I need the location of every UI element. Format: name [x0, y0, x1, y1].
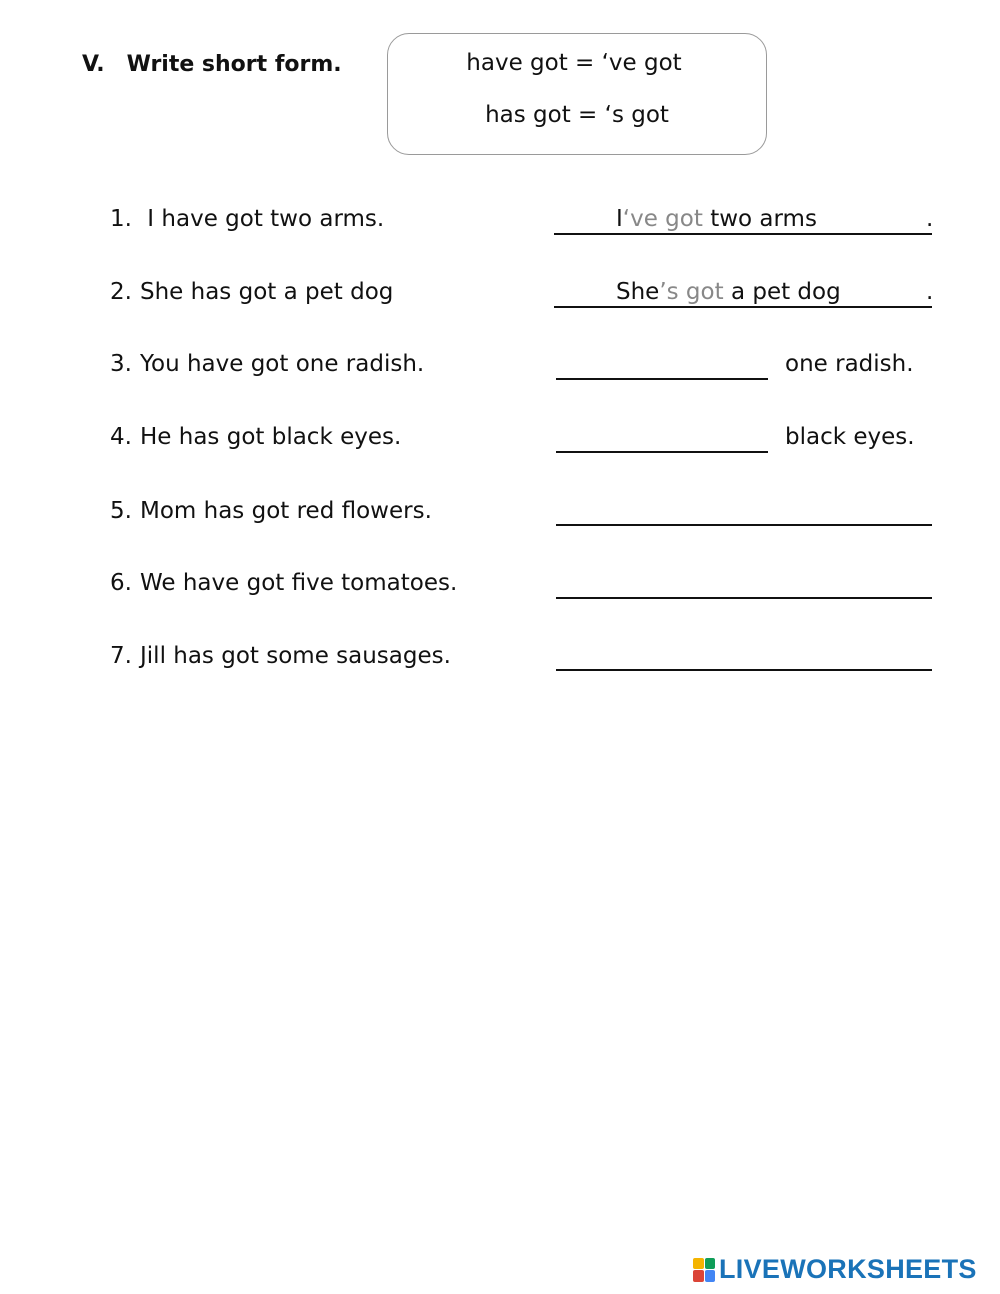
question-7 — [110, 643, 451, 669]
question-number: 2. — [110, 279, 132, 305]
answer-prefix: I — [616, 206, 623, 232]
question-number: 1. — [110, 206, 132, 232]
answer-line-4[interactable] — [556, 451, 768, 453]
section-numeral: V. — [82, 52, 105, 77]
answer-line-5[interactable] — [556, 524, 932, 526]
brand-name: LIVEWORKSHEETS — [719, 1254, 977, 1284]
answer-prefix: She — [616, 279, 660, 305]
question-text: You have got one radish. — [140, 351, 425, 377]
question-text: He has got black eyes. — [140, 424, 402, 450]
answer-typed[interactable]: ’s got — [659, 279, 724, 305]
logo-icon — [693, 1258, 715, 1282]
answer-line-2 — [554, 306, 932, 308]
question-text: She has got a pet dog — [140, 279, 394, 305]
question-number: 4. — [110, 424, 132, 450]
answer-typed[interactable]: ‘ve got — [622, 206, 703, 232]
rule-have-got: have got = ‘ve got — [466, 50, 682, 76]
instruction-text: Write short form. — [126, 52, 342, 77]
question-text: I have got two arms. — [140, 206, 385, 232]
question-text: We have got five tomatoes. — [140, 570, 458, 596]
rule-box — [387, 33, 767, 155]
answer-period: . — [926, 206, 934, 232]
question-number: 5. — [110, 498, 132, 524]
question-text: Jill has got some sausages. — [140, 643, 451, 669]
question-3 — [110, 351, 424, 377]
question-1 — [110, 206, 384, 232]
question-number: 3. — [110, 351, 132, 377]
section-heading — [82, 52, 342, 77]
question-text: Mom has got red flowers. — [140, 498, 432, 524]
answer-line-6[interactable] — [556, 597, 932, 599]
answer-line-1 — [554, 233, 932, 235]
question-6 — [110, 570, 457, 596]
rule-has-got: has got = ‘s got — [485, 102, 669, 128]
answer-line-3[interactable] — [556, 378, 768, 380]
answer-field-1[interactable] — [616, 206, 817, 232]
question-4 — [110, 424, 401, 450]
question-5 — [110, 498, 432, 524]
question-2 — [110, 279, 393, 305]
answer-post: a pet dog — [730, 279, 841, 305]
answer-suffix: one radish. — [785, 351, 914, 377]
liveworksheets-logo — [693, 1254, 977, 1285]
answer-suffix: black eyes. — [785, 424, 915, 450]
answer-line-7[interactable] — [556, 669, 932, 671]
answer-field-2[interactable] — [616, 279, 841, 305]
answer-post: two arms — [710, 206, 817, 232]
question-number: 6. — [110, 570, 132, 596]
answer-period: . — [926, 279, 934, 305]
question-number: 7. — [110, 643, 132, 669]
